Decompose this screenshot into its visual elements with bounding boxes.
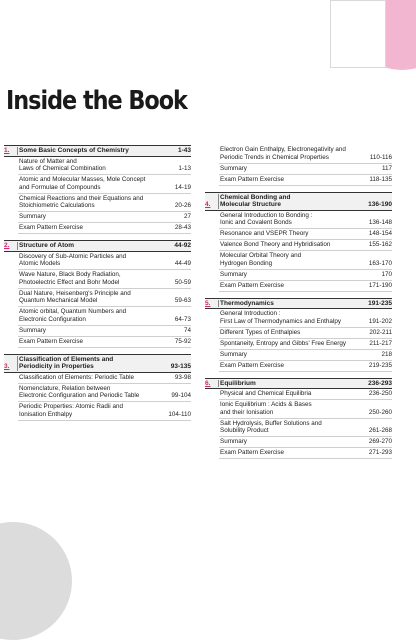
toc-topic-row [219, 229, 392, 240]
topic-pages: 202-211 [369, 328, 392, 336]
topic-title: General Introduction : First Law of Thermodynamics and Enthalpy [220, 310, 341, 325]
chapter-number: 3. [4, 363, 10, 370]
toc-topic-row [219, 400, 392, 419]
chapter-pages: 236-293 [368, 379, 392, 387]
topic-pages: 191-202 [368, 317, 392, 325]
topic-pages: 250-260 [368, 408, 392, 416]
toc-topic-row [219, 270, 392, 281]
chapter-topics [18, 157, 191, 235]
toc-topic-row [18, 175, 191, 194]
topic-title: Ionic Equilibrium : Acids & Bases and their Ionisation [220, 401, 312, 416]
chapter-number: 5. [205, 299, 211, 307]
topic-title: Spontaneity, Entropy and Gibbs' Free Energy [220, 339, 347, 347]
toc-topic-row [18, 157, 191, 176]
chapter-topics [18, 373, 191, 421]
topic-title: Dual Nature, Heisenberg's Principle and Quantum Mechanical Model [19, 289, 131, 304]
toc-topic-row [18, 252, 191, 271]
toc-topic-row [18, 223, 191, 234]
chapter-pages: 191-235 [368, 299, 392, 307]
topic-pages: 93-98 [174, 373, 191, 381]
topic-title: Exam Pattern Exercise [19, 224, 84, 231]
toc-topic-row [18, 373, 191, 384]
toc-topic-row [18, 212, 191, 223]
topic-pages: 163-170 [368, 259, 392, 267]
toc-chapter [4, 145, 191, 234]
topic-pages: 236-250 [368, 390, 392, 397]
toc-topic-row [219, 145, 392, 164]
topic-pages: 74 [183, 326, 191, 334]
topic-title: Nomenclature, Relation between Electronic Configuration and Periodic Table [19, 384, 140, 399]
decorative-circle-bottom [0, 522, 72, 640]
topic-pages: 20-26 [174, 202, 191, 209]
toc-topic-row [219, 281, 392, 292]
topic-pages: 50-59 [174, 278, 191, 286]
topic-title: Resonance and VSEPR Theory [220, 230, 309, 237]
topic-pages: 64-73 [174, 315, 191, 323]
toc-topic-row [219, 419, 392, 438]
topic-pages: 59-63 [174, 297, 191, 304]
topic-title: Exam Pattern Exercise [220, 449, 285, 456]
topic-pages: 170 [381, 270, 392, 278]
toc-topic-row [18, 289, 191, 308]
topic-title: Chemical Reactions and their Equations and Stoichiometric Calculations [19, 194, 144, 209]
chapter-pages: 136-190 [368, 201, 392, 208]
chapter-header [4, 240, 191, 252]
chapter-topics [18, 252, 191, 348]
topic-pages: 218 [381, 350, 392, 358]
topic-title: Physical and Chemical Equilibria [220, 390, 312, 397]
topic-title: Exam Pattern Exercise [220, 361, 285, 369]
topic-title: Exam Pattern Exercise [220, 281, 285, 289]
topic-pages: 155-162 [368, 241, 392, 248]
topic-pages: 104-110 [168, 410, 191, 418]
topic-pages: 1-13 [178, 165, 191, 172]
chapter-title: Structure of Atom [17, 242, 171, 250]
toc-left-column [4, 145, 191, 427]
toc-chapter [205, 192, 392, 292]
topic-pages: 118-135 [369, 175, 392, 183]
chapter-pages: 1-43 [177, 147, 191, 154]
topic-pages: 171-190 [368, 281, 392, 289]
topic-title: Nature of Matter and Laws of Chemical Combination [19, 157, 106, 172]
chapter-number: 6. [205, 379, 211, 387]
topic-title: Summary [220, 164, 247, 172]
chapter-header [205, 298, 392, 310]
toc-topic-row [18, 326, 191, 337]
chapter-pages: 93-135 [170, 363, 191, 370]
chapter-header [205, 192, 392, 211]
topic-pages: 148-154 [368, 230, 392, 237]
topic-pages: 269-270 [368, 438, 392, 445]
toc-topic-row [219, 175, 392, 186]
topic-pages: 261-268 [368, 427, 392, 434]
toc-topic-row [219, 339, 392, 350]
topic-title: Wave Nature, Black Body Radiation, Photoelectric Effect and Bohr Model [19, 271, 121, 286]
toc-topic-row [18, 307, 191, 326]
topic-title: Discovery of Sub-Atomic Particles and Atomic Models [19, 252, 127, 267]
topic-pages: 27 [183, 213, 191, 220]
toc-topic-row [219, 251, 392, 270]
topic-title: Summary [220, 350, 247, 358]
topic-title: Exam Pattern Exercise [220, 175, 285, 183]
chapter-number: 4. [205, 201, 211, 208]
topic-title: Summary [220, 438, 247, 445]
chapter-number: 1. [4, 147, 10, 154]
topic-title: Electron Gain Enthalpy, Electronegativity and Periodic Trends in Chemical Properties [220, 146, 346, 161]
topic-pages: 117 [381, 164, 392, 172]
chapter-number: 2. [4, 242, 10, 249]
topic-title: Classification of Elements: Periodic Table [19, 373, 135, 381]
toc-topic-row [219, 350, 392, 361]
chapter-title: Some Basic Concepts of Chemistry [17, 147, 175, 155]
chapter-header [4, 145, 191, 157]
topic-title: General Introduction to Bonding : Ionic and Covalent Bonds [220, 211, 313, 226]
topic-pages: 219-235 [368, 361, 392, 369]
chapter-topics [219, 211, 392, 292]
chapter-title: Equilibrium [218, 380, 365, 388]
topic-title: Exam Pattern Exercise [19, 337, 84, 345]
toc-topic-row [18, 402, 191, 421]
topic-pages: 99-104 [171, 392, 191, 399]
topic-pages: 211-217 [369, 339, 392, 347]
toc-topic-row [18, 384, 191, 403]
chapter-header [4, 354, 191, 373]
topic-title: Atomic and Molecular Masses, Mole Concept and Formulae of Compounds [19, 176, 146, 191]
topic-pages: 14-19 [174, 183, 191, 191]
topic-title: Summary [19, 213, 46, 220]
toc-right-column [205, 145, 392, 465]
page-title: Inside the Book [6, 86, 187, 116]
toc-topic-row [219, 211, 392, 230]
chapter-pages: 44-92 [174, 242, 191, 249]
topic-title: Summary [19, 326, 46, 334]
toc-topic-row [219, 328, 392, 339]
continued-topics [219, 145, 392, 186]
chapter-topics [219, 309, 392, 372]
topic-pages: 136-148 [368, 219, 392, 226]
topic-pages: 28-43 [174, 224, 191, 231]
chapter-header [205, 378, 392, 390]
toc-topic-row [18, 337, 191, 348]
toc-topic-row [18, 194, 191, 213]
toc-chapter [4, 354, 191, 421]
toc-chapter [205, 298, 392, 372]
topic-title: Periodic Properties: Atomic Radii and Ionisation Enthalpy [19, 403, 123, 418]
topic-title: Different Types of Enthalpies [220, 328, 301, 336]
topic-pages: 110-116 [369, 153, 392, 161]
chapter-title: Classification of Elements and Periodicity in Properties [17, 356, 168, 371]
toc-topic-row [18, 270, 191, 289]
toc-topic-row [219, 448, 392, 459]
topic-title: Valence Bond Theory and Hybridisation [220, 241, 331, 248]
decorative-square [330, 0, 386, 68]
toc-chapter [205, 378, 392, 460]
toc-topic-row [219, 389, 392, 400]
topic-title: Salt Hydrolysis, Buffer Solutions and Solubility Product [220, 419, 322, 434]
toc-chapter [4, 240, 191, 348]
topic-pages: 75-92 [174, 337, 191, 345]
topic-title: Summary [220, 270, 247, 278]
toc-topic-row [219, 240, 392, 251]
topic-title: Molecular Orbital Theory and Hydrogen Bonding [220, 252, 302, 267]
chapter-title: Thermodynamics [218, 300, 365, 308]
topic-title: Atomic orbital, Quantum Numbers and Electronic Configuration [19, 308, 127, 323]
toc-topic-row [219, 309, 392, 328]
toc-topic-row [219, 437, 392, 448]
topic-pages: 271-293 [368, 449, 392, 456]
toc-topic-row [219, 361, 392, 372]
topic-pages: 44-49 [174, 260, 191, 267]
chapter-title: Chemical Bonding and Molecular Structure [218, 194, 365, 209]
chapter-topics [219, 389, 392, 459]
toc-topic-row [219, 164, 392, 175]
